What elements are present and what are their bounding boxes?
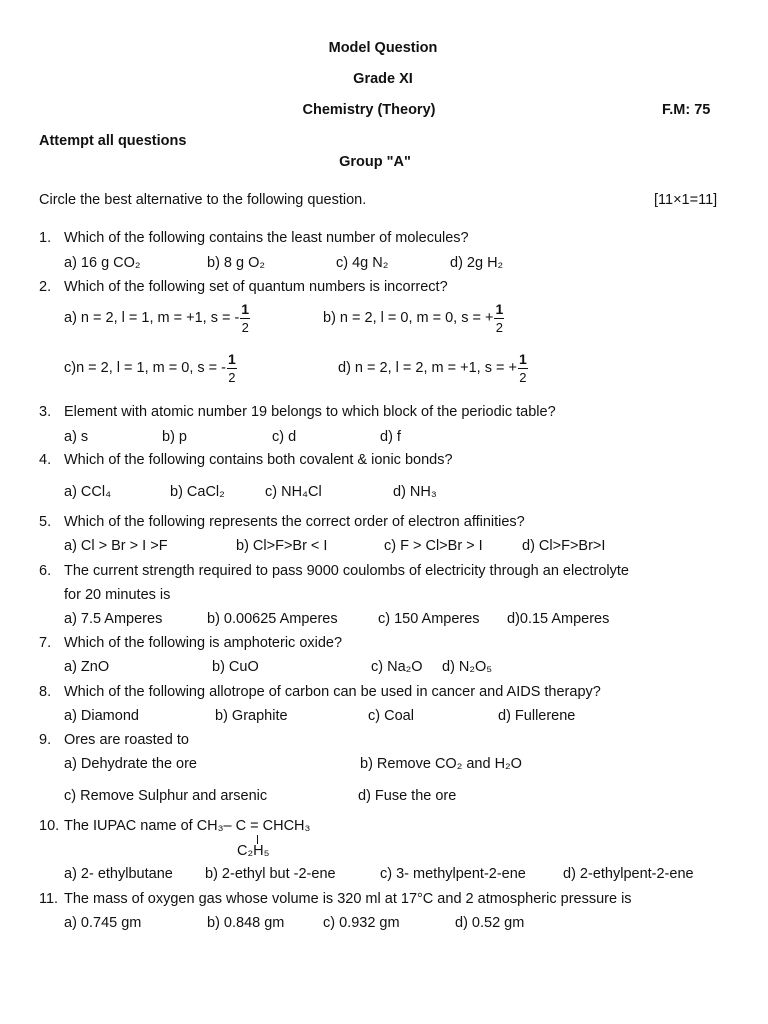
option: c) Coal	[368, 708, 414, 724]
question-text: Which of the following represents the correct order of electron affinities?	[64, 514, 525, 530]
question-text: The mass of oxygen gas whose volume is 320 ml at 17°C and 2 atmospheric pressure is	[64, 891, 632, 907]
question-text: Which of the following contains both covalent & ionic bonds?	[64, 452, 453, 468]
option: c) F > Cl>Br > I	[384, 538, 483, 554]
option: b) CuO	[212, 659, 259, 675]
option: c) 150 Amperes	[378, 611, 480, 627]
question-text: Ores are roasted to	[64, 732, 189, 748]
question-text: The IUPAC name of CH₃– C = CHCH₃	[64, 818, 311, 834]
option: c) NH₄Cl	[265, 484, 322, 500]
option: a) n = 2, l = 1, m = +1, s = -	[64, 310, 240, 326]
option: a) 16 g CO₂	[64, 255, 141, 271]
fraction-denominator: 2	[519, 370, 527, 385]
question-number: 8.	[39, 684, 52, 700]
option: c)n = 2, l = 1, m = 0, s = -	[64, 360, 226, 376]
option: a) 2- ethylbutane	[64, 866, 173, 882]
option: b) CaCl₂	[170, 484, 225, 500]
option: b) Graphite	[215, 708, 288, 724]
question-number: 7.	[39, 635, 52, 651]
question-number: 5.	[39, 514, 52, 530]
fraction-denominator: 2	[495, 320, 503, 335]
substituent-group: C₂H₅	[237, 843, 270, 859]
fraction	[240, 302, 250, 334]
question-text: The current strength required to pass 9000 coulombs of electricity through an electrolyte	[64, 563, 629, 579]
option: d) 2-ethylpent-2-ene	[563, 866, 694, 882]
question-number: 1.	[39, 230, 52, 246]
option: b) Cl>F>Br < I	[236, 538, 328, 554]
fraction-numerator: 1	[241, 301, 250, 317]
option: a) 7.5 Amperes	[64, 611, 163, 627]
question-text: Which of the following contains the least number of molecules?	[64, 230, 469, 246]
fraction	[518, 352, 528, 384]
option: d) Fuse the ore	[358, 788, 457, 804]
option: d)0.15 Amperes	[507, 611, 610, 627]
fraction-denominator: 2	[228, 370, 236, 385]
option: a) CCl₄	[64, 484, 112, 500]
question-text: Which of the following set of quantum numbers is incorrect?	[64, 279, 448, 295]
option: d) N₂O₅	[442, 659, 493, 675]
fraction	[494, 302, 504, 334]
option: d) Cl>F>Br>I	[522, 538, 606, 554]
option-with-fraction	[323, 302, 505, 334]
option: b) n = 2, l = 0, m = 0, s = +	[323, 310, 494, 326]
option-with-fraction	[64, 352, 238, 384]
fraction-numerator: 1	[228, 351, 236, 367]
full-marks: F.M: 75	[662, 102, 711, 118]
option: a) Diamond	[64, 708, 139, 724]
fraction-numerator: 1	[495, 301, 504, 317]
option: c) Remove Sulphur and arsenic	[64, 788, 268, 804]
doc-title: Model Question	[328, 40, 438, 56]
question-number: 2.	[39, 279, 52, 295]
option: d) f	[380, 429, 401, 445]
grade-label: Grade XI	[353, 71, 413, 87]
question-text-continued: for 20 minutes is	[64, 587, 171, 603]
group-label: Group "A"	[339, 154, 411, 170]
option: c) d	[272, 429, 297, 445]
question-number: 4.	[39, 452, 52, 468]
option: a) ZnO	[64, 659, 110, 675]
question-text: Which of the following is amphoteric oxide?	[64, 635, 343, 651]
option: b) Remove CO₂ and H₂O	[360, 756, 522, 772]
option: d) 0.52 gm	[455, 915, 525, 931]
option: a) Cl > Br > I >F	[64, 538, 168, 554]
question-text: Which of the following allotrope of carbon can be used in cancer and AIDS therapy?	[64, 684, 601, 700]
option: b) 2-ethyl but -2-ene	[205, 866, 336, 882]
option: d) NH₃	[393, 484, 437, 500]
option: b) 8 g O₂	[207, 255, 266, 271]
question-text: Element with atomic number 19 belongs to which block of the periodic table?	[64, 404, 556, 420]
option-with-fraction	[338, 352, 529, 384]
section-marks: [11×1=11]	[654, 192, 718, 208]
question-number: 10.	[39, 818, 60, 834]
general-instruction: Attempt all questions	[39, 133, 187, 149]
fraction-denominator: 2	[241, 320, 249, 335]
fraction-numerator: 1	[518, 351, 527, 367]
option: b) 0.00625 Amperes	[207, 611, 338, 627]
section-instruction: Circle the best alternative to the following question.	[39, 192, 367, 208]
option: a) Dehydrate the ore	[64, 756, 197, 772]
question-number: 11.	[39, 891, 59, 907]
option: d) n = 2, l = 2, m = +1, s = +	[338, 360, 517, 376]
option: b) 0.848 gm	[207, 915, 285, 931]
option: c) 3- methylpent-2-ene	[380, 866, 526, 882]
option: b) p	[162, 429, 187, 445]
option: c) Na₂O	[371, 659, 423, 675]
question-number: 3.	[39, 404, 52, 420]
option: c) 0.932 gm	[323, 915, 400, 931]
option: a) s	[64, 429, 89, 445]
subject-label: Chemistry (Theory)	[302, 102, 436, 118]
option: d) 2g H₂	[450, 255, 504, 271]
option: d) Fullerene	[498, 708, 576, 724]
option: c) 4g N₂	[336, 255, 389, 271]
option-with-fraction	[64, 302, 251, 334]
question-number: 9.	[39, 732, 52, 748]
option: a) 0.745 gm	[64, 915, 142, 931]
fraction	[227, 352, 237, 384]
question-number: 6.	[39, 563, 52, 579]
